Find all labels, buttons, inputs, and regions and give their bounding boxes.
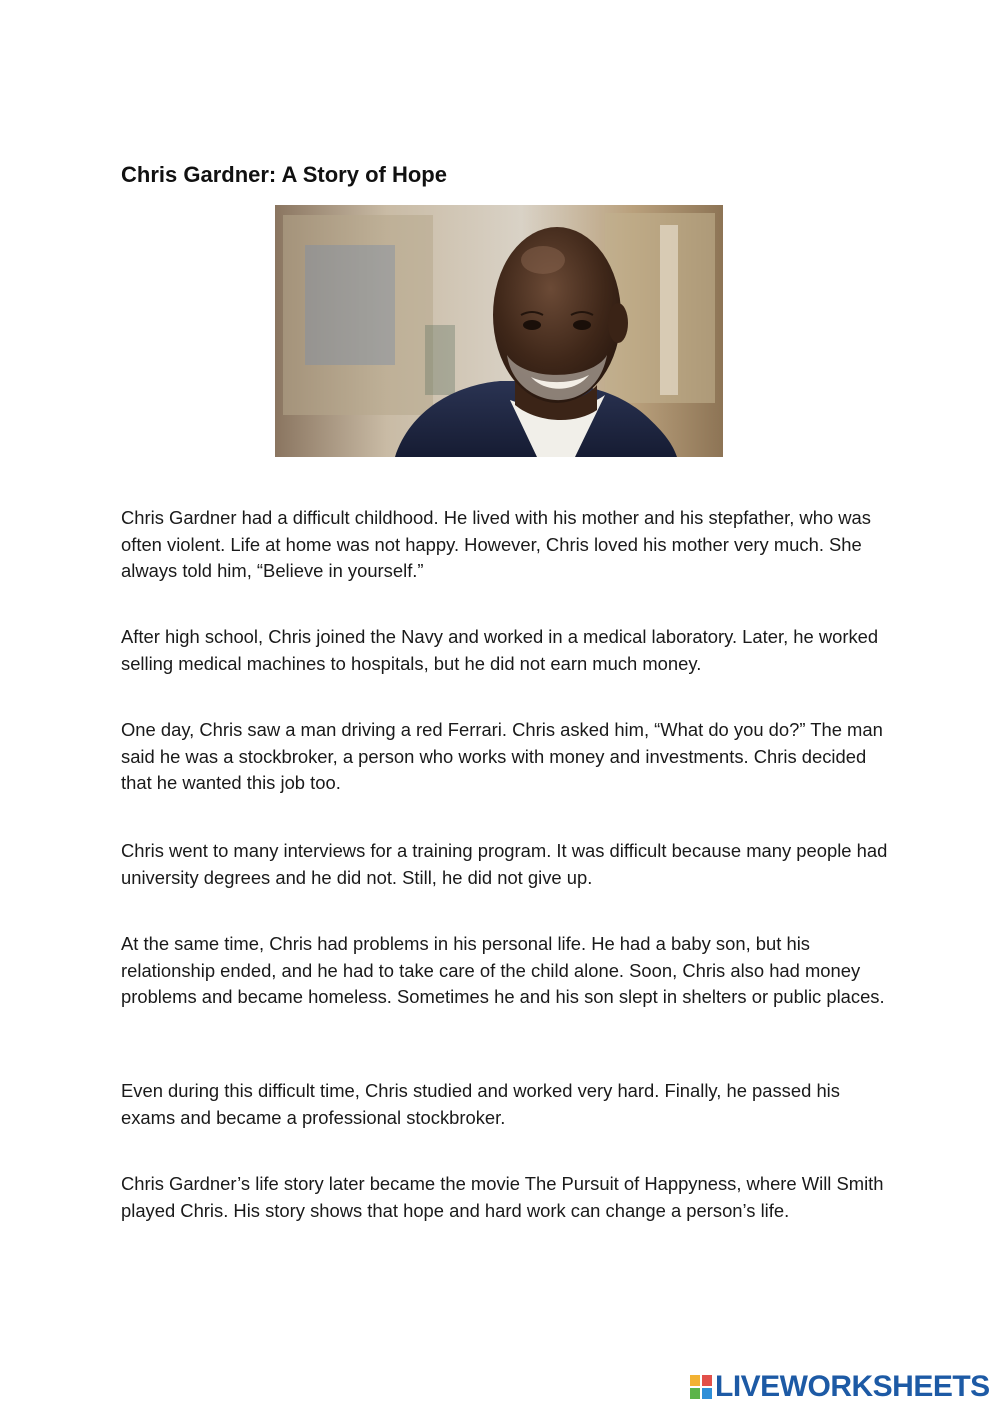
paragraph-personal-life: At the same time, Chris had problems in his personal life. He had a baby son, but his relationship ended, and he had to take care of the child alone. Soon, Chris also had money problems and became homeless. Sometimes he and his son slept in shelters or public places.	[121, 933, 885, 1008]
liveworksheets-brand[interactable]	[690, 1370, 990, 1404]
paragraph-stockbroker: Even during this difficult time, Chris studied and worked very hard. Finally, he passed his exams and became a professional stockbroker.	[121, 1080, 840, 1128]
paragraph-navy: After high school, Chris joined the Navy and worked in a medical laboratory. Later, he worked selling medical machines to hospitals, but he did not earn much money.	[121, 626, 879, 674]
paragraph-movie: Chris Gardner’s life story later became the movie The Pursuit of Happyness, where Will Smith played Chris. His story shows that hope and hard work can change a person’s life.	[121, 1173, 884, 1221]
portrait-photo	[275, 205, 723, 457]
paragraph-interviews: Chris went to many interviews for a training program. It was difficult because many people had university degrees and he did not. Still, he did not give up.	[121, 840, 888, 888]
paragraph-childhood: Chris Gardner had a difficult childhood. He lived with his mother and his stepfather, who was often violent. Life at home was not happy. However, Chris loved his mother very much. She always told him, “Believe in yourself.”	[121, 507, 871, 582]
paragraph-ferrari: One day, Chris saw a man driving a red Ferrari. Chris asked him, “What do you do?” The man said he was a stockbroker, a person who works with money and investments. Chris decided that he wanted this job too.	[121, 719, 883, 794]
brand-name: LIVEWORKSHEETS	[715, 1370, 990, 1403]
liveworksheets-logo-icon	[690, 1375, 712, 1399]
page-title: Chris Gardner: A Story of Hope	[121, 162, 447, 187]
